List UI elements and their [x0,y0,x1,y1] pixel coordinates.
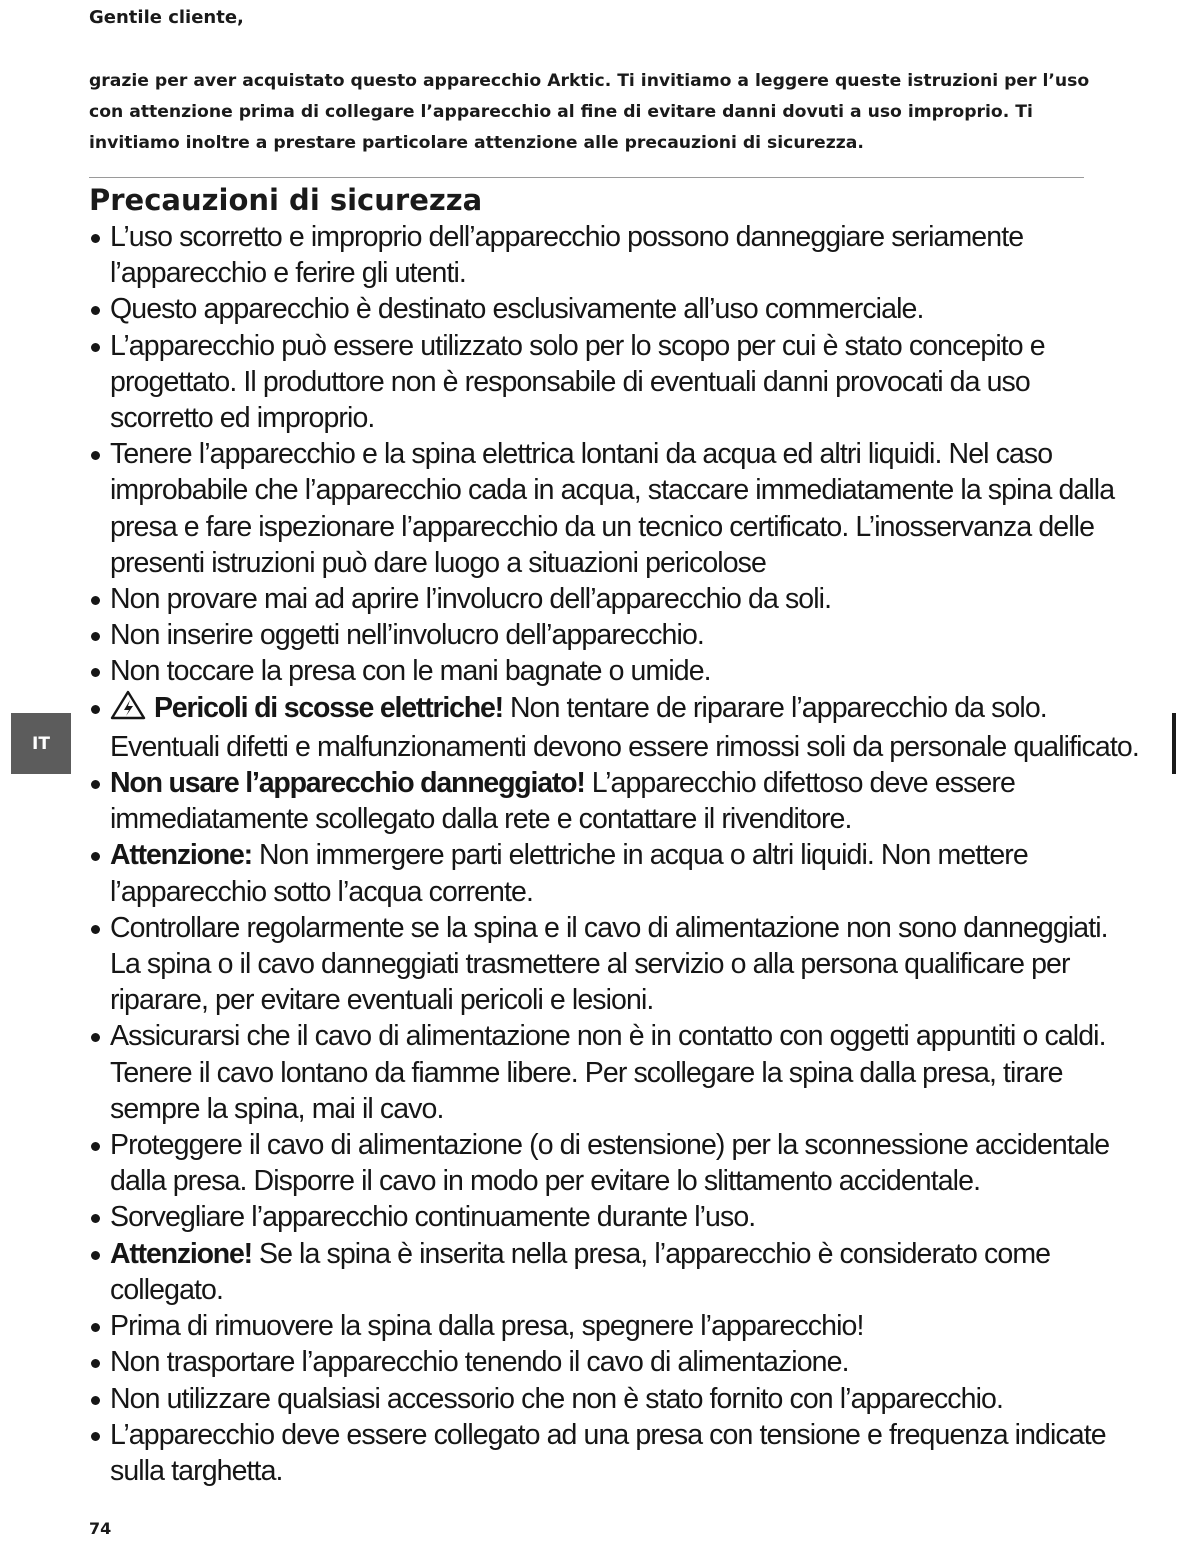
safety-item-text: Non tentare de riparare l’apparecchio da solo. Eventuali difetti e malfunzionamenti devono essere rimossi soli da personale qualificato. [110,691,1139,763]
safety-item-text: Non trasportare l’apparecchio tenendo il cavo di alimentazione. [110,1346,849,1379]
safety-item [89,219,1139,291]
intro-paragraph: grazie per aver acquistato questo apparecchio Arktic. Ti invitiamo a leggere queste istruzioni per l’uso con attenzione prima di collegare l’apparecchio al fine di evitare danni dovuti a uso improprio. Ti invitiamo inoltre a prestare particolare attenzione alle precauzioni di sicurezza. [89,71,1090,153]
safety-item-text: Tenere l’apparecchio e la spina elettrica lontani da acqua ed altri liquidi. Nel caso improbabile che l’apparecchio cada in acqua, staccare immediatamente la spina dalla presa e fare ispezionare l’apparecchio da un tecnico certificato. L’inosservanza delle presenti istruzioni può dare luogo a situazioni pericolose [110,438,1115,579]
safety-item-text: Sorvegliare l’apparecchio continuamente durante l’uso. [110,1201,756,1234]
section-title: Precauzioni di sicurezza [89,183,483,217]
safety-item-lead: Non usare l’apparecchio danneggiato! [110,767,585,800]
safety-item [89,1381,1139,1417]
safety-item-text: Controllare regolarmente se la spina e il cavo di alimentazione non sono danneggiati. La spina o il cavo danneggiati trasmettere al servizio o alla persona qualificare per riparare, per evitare eventuali pericoli e lesioni. [110,911,1108,1017]
safety-item [89,1236,1139,1308]
warning-triangle-icon [110,690,146,729]
safety-item-text: L’apparecchio può essere utilizzato solo per lo scopo per cui è stato concepito e progettato. Il produttore non è responsabile di eventuali danni provocati da uso scorretto ed improprio. [110,329,1045,435]
safety-item-text: Non toccare la presa con le mani bagnate o umide. [110,655,711,688]
safety-item-lead: Attenzione: [110,839,252,872]
safety-item-text: Non inserire oggetti nell’involucro dell’apparecchio. [110,619,704,652]
safety-item [89,765,1139,837]
safety-item [89,617,1139,653]
safety-item [89,837,1139,909]
safety-item [89,581,1139,617]
safety-item-text: Non provare mai ad aprire l’involucro dell’apparecchio da soli. [110,583,832,616]
safety-item-lead: Pericoli di scosse elettriche! [154,691,503,724]
safety-item [89,1199,1139,1235]
safety-item-text: Proteggere il cavo di alimentazione (o di estensione) per la sconnessione accidentale dalla presa. Disporre il cavo in modo per evitare lo slittamento accidentale. [110,1129,1110,1198]
safety-list [89,219,1139,1489]
safety-item-text: Non utilizzare qualsiasi accessorio che non è stato fornito con l’apparecchio. [110,1382,1003,1415]
safety-item-text: Prima di rimuovere la spina dalla presa, spegnere l’apparecchio! [110,1310,864,1343]
safety-item [89,291,1139,327]
safety-item [89,1018,1139,1127]
language-tab [11,713,71,774]
safety-item-text: Assicurarsi che il cavo di alimentazione non è in contatto con oggetti appuntiti o caldi. Tenere il cavo lontano da fiamme libere. Per scollegare la spina dalla presa, tirare sempre la spina, mai il cavo. [110,1020,1106,1125]
safety-item [89,1308,1139,1344]
safety-item [89,690,1139,765]
safety-item-text: L’apparecchio difettoso deve essere immediatamente scollegato dalla rete e contattare il rivenditore. [110,767,1015,836]
safety-item [89,436,1139,581]
safety-item [89,1417,1139,1489]
greeting: Gentile cliente, [89,7,244,28]
safety-item [89,910,1139,1019]
safety-item [89,1127,1139,1199]
page-edge-marker [1172,713,1176,774]
safety-item-text: L’uso scorretto e improprio dell’apparecchio possono danneggiare seriamente l’apparecchio e ferire gli utenti. [110,221,1024,290]
safety-item-text: L’apparecchio deve essere collegato ad una presa con tensione e frequenza indicate sulla targhetta. [110,1418,1106,1487]
safety-item [89,1344,1139,1380]
language-tab-label: IT [32,733,50,754]
safety-item-text: Non immergere parti elettriche in acqua o altri liquidi. Non mettere l’apparecchio sotto l’acqua corrente. [110,839,1028,908]
page-number: 74 [89,1519,112,1538]
safety-item-lead: Attenzione! [110,1237,252,1270]
safety-item-text: Se la spina è inserita nella presa, l’apparecchio è considerato come collegato. [110,1237,1051,1306]
safety-item [89,653,1139,689]
safety-item [89,328,1139,437]
safety-item-text: Questo apparecchio è destinato esclusivamente all’uso commerciale. [110,293,924,326]
